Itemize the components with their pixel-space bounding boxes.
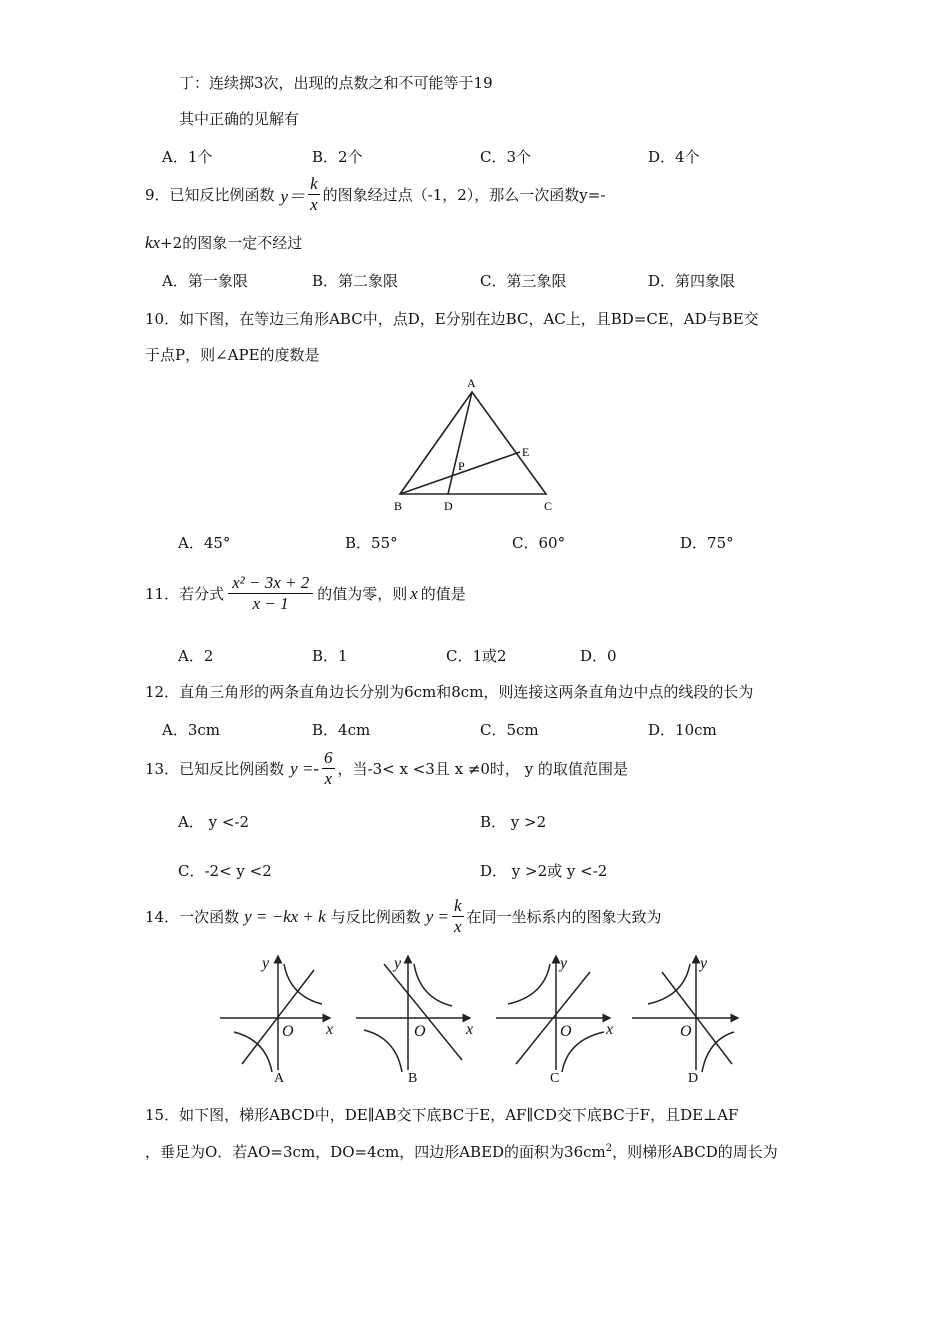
q11-option-b: B．1 — [312, 647, 348, 665]
q11-frac-num: x² − 3x + 2 — [228, 573, 313, 594]
q15-line2-b: ，则梯形ABCD的周长为 — [612, 1143, 778, 1161]
q14-func1: y = −kx + k — [244, 906, 326, 926]
graph-a-y-label: y — [262, 955, 270, 972]
label-c: C — [544, 499, 553, 513]
q11-option-a: A．2 — [178, 647, 214, 665]
graph-b-x-label: x — [466, 1021, 474, 1038]
label-b: B — [394, 499, 403, 513]
q10-option-c: C．60° — [512, 534, 566, 552]
q11-prefix: 11．若分式 — [145, 585, 225, 603]
q9-line2-var: kx — [145, 233, 161, 252]
q13-prefix: 13．已知反比例函数 — [145, 760, 285, 778]
q11-mid: 的值为零，则 — [317, 585, 408, 603]
graph-c-origin: O — [560, 1023, 572, 1040]
q12-option-c: C．5cm — [480, 721, 539, 739]
q14-graphs — [218, 948, 740, 1088]
q14-mid: 与反比例函数 — [330, 908, 421, 926]
q8-option-c: C．3个 — [480, 148, 532, 166]
q14-frac-den: x — [454, 917, 462, 936]
q14-suffix: 在同一坐标系内的图象大致为 — [466, 908, 662, 926]
graph-a — [220, 956, 330, 1072]
label-a: A — [467, 376, 476, 390]
q15-line-1: 15．如下图，梯形ABCD中，DE∥AB交下底BC于E，AF∥CD交下底BC于F，且DE⊥AF — [145, 1106, 739, 1124]
q14-prefix: 14．一次函数 — [145, 908, 240, 926]
graph-b-label: B — [408, 1071, 418, 1086]
q13-option-b: B． y >2 — [480, 813, 547, 831]
q9-frac-num: k — [310, 174, 318, 193]
q15-line2-sup: 2 — [605, 1143, 613, 1154]
q13-option-c: C．-2< y <2 — [178, 862, 272, 880]
q13-option-d: D． y >2或 y <-2 — [480, 862, 608, 880]
q9-line2-rest: +2的图象一定不经过 — [160, 234, 303, 252]
graph-a-x-label: x — [326, 1021, 334, 1038]
q10-option-b: B．55° — [345, 534, 398, 552]
q13-frac-den: x — [324, 769, 333, 788]
q14-frac-num: k — [454, 896, 462, 915]
q9-option-d: D．第四象限 — [648, 272, 736, 290]
label-p: P — [458, 459, 465, 473]
q13-y-eq: y =- — [290, 758, 320, 778]
q9-rest: 的图象经过点（-1，2），那么一次函数y=- — [322, 186, 606, 204]
q9-frac-den: x — [310, 195, 318, 214]
q13-frac-num: 6 — [324, 748, 333, 767]
graph-d-y-label: y — [700, 955, 708, 972]
triangle-figure — [390, 372, 562, 514]
graph-d — [632, 956, 738, 1072]
label-e: E — [522, 445, 530, 459]
q14-y-eq: y = — [425, 906, 449, 926]
q11-option-d: D．0 — [580, 647, 617, 665]
q12-option-b: B．4cm — [312, 721, 371, 739]
q11-option-c: C．1或2 — [446, 647, 507, 665]
statement-ding: 丁：连续掷3次，出现的点数之和不可能等于19 — [179, 74, 493, 92]
graph-a-label: A — [274, 1071, 285, 1086]
question-8-prompt: 其中正确的见解有 — [179, 110, 300, 128]
q15-line2-a: ，垂足为O．若AO=3cm，DO=4cm，四边形ABED的面积为36cm — [145, 1143, 606, 1161]
q11-suffix: 的值是 — [420, 585, 466, 603]
question-13 — [145, 748, 628, 789]
graph-c — [496, 956, 610, 1072]
question-11 — [145, 573, 466, 614]
graph-c-y-label: y — [560, 955, 568, 972]
q13-option-a: A． y <-2 — [178, 813, 250, 831]
graph-d-origin: O — [680, 1023, 692, 1040]
segment-ad — [448, 392, 472, 494]
q15-line-2 — [145, 1141, 778, 1162]
q10-option-d: D．75° — [680, 534, 734, 552]
q9-option-a: A．第一象限 — [162, 272, 248, 290]
q9-line-2 — [145, 232, 302, 253]
q9-number: 9．已知反比例函数 — [145, 186, 275, 204]
question-12: 12．直角三角形的两条直角边长分别为6cm和8cm，则连接这两条直角边中点的线段的长为 — [145, 683, 754, 701]
graph-d-label: D — [688, 1071, 699, 1086]
q9-option-b: B．第二象限 — [312, 272, 399, 290]
q8-option-a: A．1个 — [162, 148, 213, 166]
q13-fraction — [322, 748, 335, 789]
label-d: D — [444, 499, 453, 513]
graph-b — [356, 956, 470, 1072]
graph-c-x-label: x — [606, 1021, 614, 1038]
q9-y-eq: y＝ — [280, 187, 306, 206]
q8-option-d: D．4个 — [648, 148, 700, 166]
q8-option-b: B．2个 — [312, 148, 363, 166]
question-14 — [145, 896, 662, 937]
q9-fraction — [308, 174, 320, 215]
q10-line-2: 于点P，则∠APE的度数是 — [145, 346, 320, 364]
q9-option-c: C．第三象限 — [480, 272, 567, 290]
q10-line-1: 10．如下图，在等边三角形ABC中，点D，E分别在边BC，AC上，且BD=CE，AD与BE交 — [145, 310, 759, 328]
q12-option-a: A．3cm — [162, 721, 221, 739]
question-9 — [145, 174, 605, 215]
graph-b-origin: O — [414, 1023, 426, 1040]
q14-fraction — [452, 896, 464, 937]
q11-var: x — [410, 583, 418, 603]
triangle-abc — [400, 392, 546, 494]
graph-a-origin: O — [282, 1023, 294, 1040]
q12-option-d: D．10cm — [648, 721, 717, 739]
q11-fraction — [228, 573, 313, 614]
q10-option-a: A．45° — [178, 534, 231, 552]
q13-rest: ，当-3< x <3且 x ≠0时， y 的取值范围是 — [337, 760, 628, 778]
graph-c-label: C — [550, 1071, 560, 1086]
graph-b-y-label: y — [394, 955, 402, 972]
q11-frac-den: x − 1 — [252, 594, 289, 613]
